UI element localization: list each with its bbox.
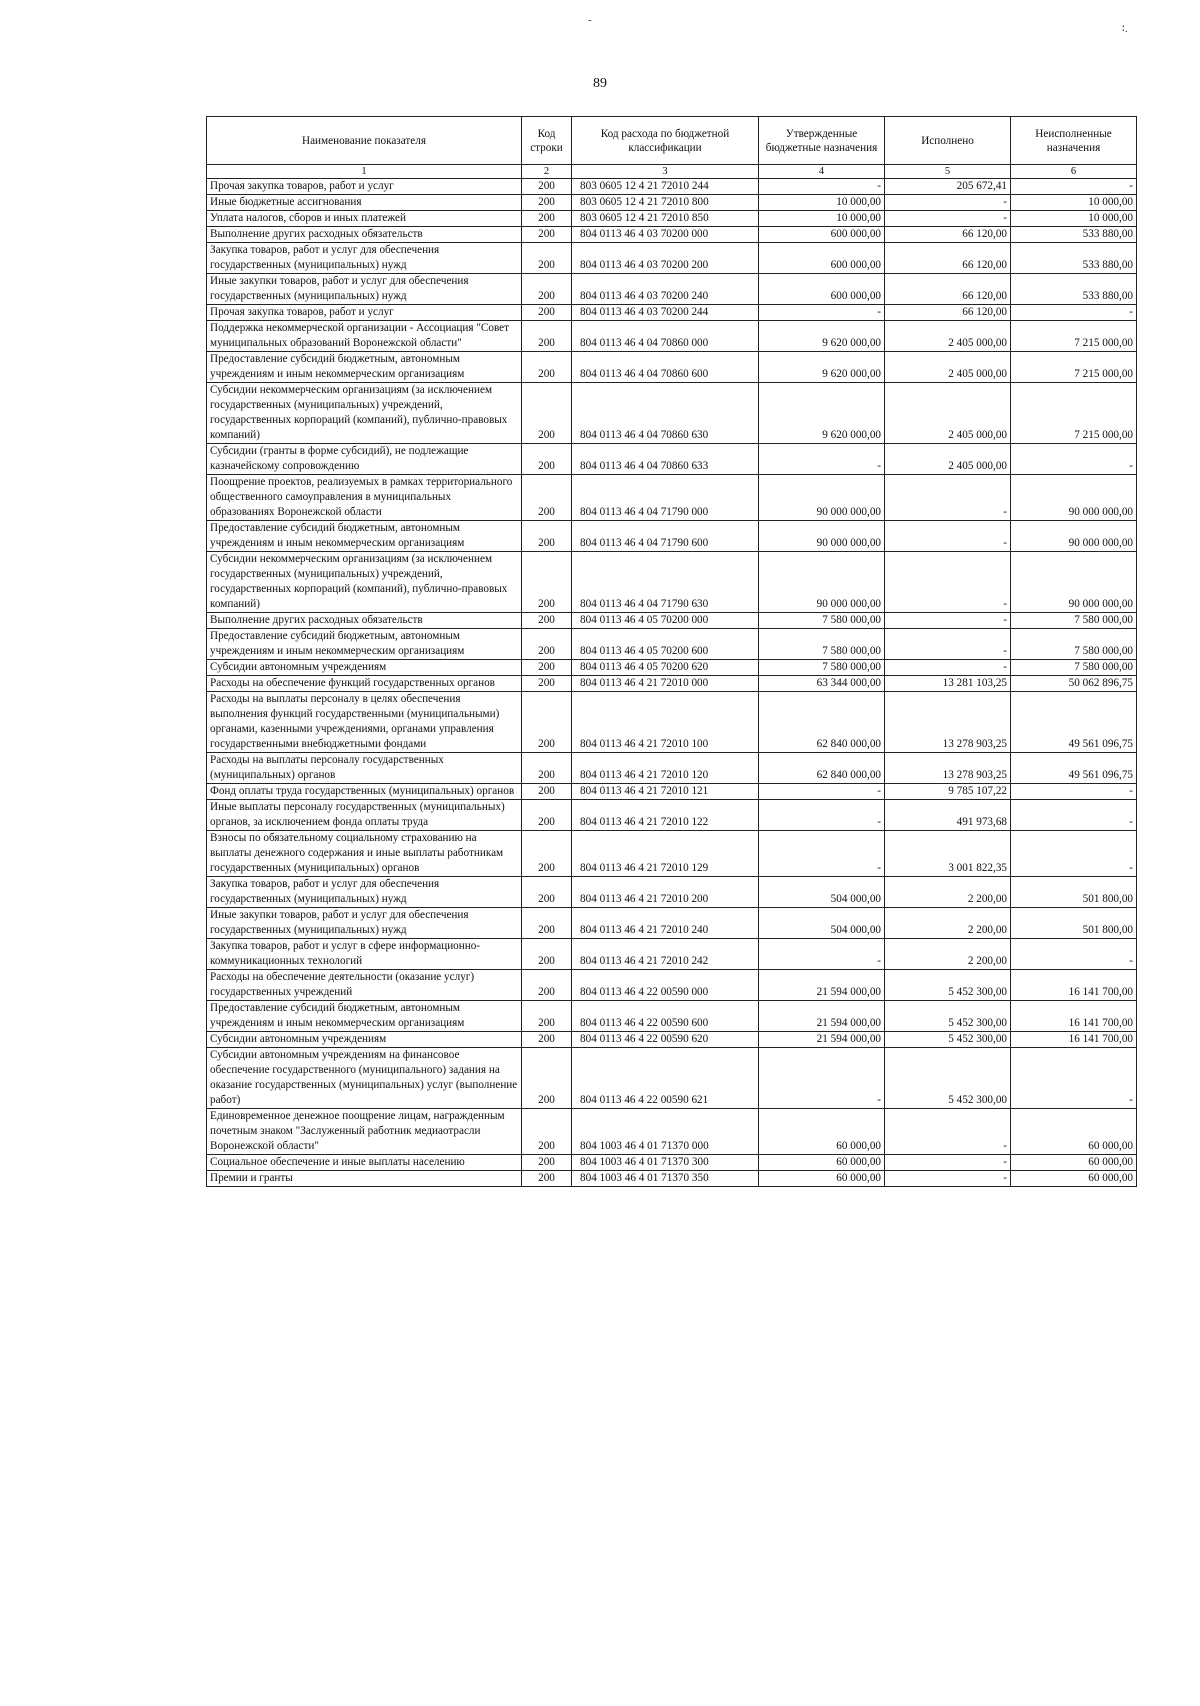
indicator-name-cell: Субсидии (гранты в форме субсидий), не подлежащие казначейскому сопровождению [207,444,522,475]
expense-code-cell: 804 0113 46 4 05 70200 600 [572,629,759,660]
table-row [207,305,1137,321]
unexecuted-amount-cell: 7 215 000,00 [1011,321,1137,352]
executed-amount-cell: 2 200,00 [885,877,1011,908]
expense-code-cell: 804 0113 46 4 04 70860 600 [572,352,759,383]
unexecuted-amount-cell: 16 141 700,00 [1011,1032,1137,1048]
indicator-name-cell: Поддержка некоммерческой организации - Ассоциация "Совет муниципальных образований Воронежской области" [207,321,522,352]
unexecuted-amount-cell: 49 561 096,75 [1011,692,1137,753]
expense-code-cell: 804 0113 46 4 04 70860 630 [572,383,759,444]
approved-amount-cell: - [759,179,885,195]
header-line-code: Код строки [522,117,572,165]
expense-code-cell: 804 0113 46 4 03 70200 000 [572,227,759,243]
scan-mark-top: - [588,14,592,26]
unexecuted-amount-cell: 533 880,00 [1011,243,1137,274]
expense-code-cell: 804 0113 46 4 04 71790 630 [572,552,759,613]
approved-amount-cell: 600 000,00 [759,227,885,243]
indicator-name-cell: Расходы на обеспечение функций государственных органов [207,676,522,692]
approved-amount-cell: - [759,939,885,970]
unexecuted-amount-cell: - [1011,179,1137,195]
expense-code-cell: 804 0113 46 4 22 00590 600 [572,1001,759,1032]
approved-amount-cell: 504 000,00 [759,877,885,908]
expense-code-cell: 804 0113 46 4 21 72010 200 [572,877,759,908]
approved-amount-cell: 90 000 000,00 [759,552,885,613]
line-code-cell: 200 [522,1155,572,1171]
executed-amount-cell: 66 120,00 [885,243,1011,274]
executed-amount-cell: 5 452 300,00 [885,1001,1011,1032]
unexecuted-amount-cell: 10 000,00 [1011,211,1137,227]
indicator-name-cell: Прочая закупка товаров, работ и услуг [207,179,522,195]
table-row [207,831,1137,877]
indicator-name-cell: Прочая закупка товаров, работ и услуг [207,305,522,321]
line-code-cell: 200 [522,753,572,784]
expense-code-cell: 803 0605 12 4 21 72010 850 [572,211,759,227]
executed-amount-cell: 3 001 822,35 [885,831,1011,877]
expense-code-cell: 804 1003 46 4 01 71370 300 [572,1155,759,1171]
header-approved: Утвержденные бюджетные назначения [759,117,885,165]
expense-code-cell: 804 0113 46 4 03 70200 244 [572,305,759,321]
executed-amount-cell: 13 281 103,25 [885,676,1011,692]
expense-code-cell: 804 0113 46 4 04 71790 600 [572,521,759,552]
table-row [207,1171,1137,1187]
unexecuted-amount-cell: 60 000,00 [1011,1109,1137,1155]
table-row [207,552,1137,613]
indicator-name-cell: Выполнение других расходных обязательств [207,227,522,243]
executed-amount-cell: 66 120,00 [885,227,1011,243]
executed-amount-cell: 5 452 300,00 [885,1048,1011,1109]
unexecuted-amount-cell: 90 000 000,00 [1011,475,1137,521]
line-code-cell: 200 [522,444,572,475]
unexecuted-amount-cell: 7 580 000,00 [1011,613,1137,629]
unexecuted-amount-cell: - [1011,800,1137,831]
expense-code-cell: 804 0113 46 4 04 70860 000 [572,321,759,352]
executed-amount-cell: - [885,613,1011,629]
column-number: 3 [572,165,759,179]
approved-amount-cell: - [759,305,885,321]
column-number: 2 [522,165,572,179]
expense-code-cell: 803 0605 12 4 21 72010 244 [572,179,759,195]
line-code-cell: 200 [522,243,572,274]
executed-amount-cell: 5 452 300,00 [885,1032,1011,1048]
approved-amount-cell: 63 344 000,00 [759,676,885,692]
approved-amount-cell: 21 594 000,00 [759,970,885,1001]
unexecuted-amount-cell: 60 000,00 [1011,1155,1137,1171]
executed-amount-cell: 2 405 000,00 [885,321,1011,352]
expense-code-cell: 804 0113 46 4 05 70200 000 [572,613,759,629]
table-row [207,211,1137,227]
scan-mark-corner: ∶. [1122,23,1128,35]
executed-amount-cell: - [885,1171,1011,1187]
header-indicator-name: Наименование показателя [207,117,522,165]
line-code-cell: 200 [522,179,572,195]
unexecuted-amount-cell: 7 215 000,00 [1011,352,1137,383]
line-code-cell: 200 [522,195,572,211]
table-row [207,692,1137,753]
table-row [207,444,1137,475]
table-row [207,613,1137,629]
line-code-cell: 200 [522,660,572,676]
table-row [207,784,1137,800]
approved-amount-cell: - [759,784,885,800]
line-code-cell: 200 [522,1032,572,1048]
unexecuted-amount-cell: 533 880,00 [1011,274,1137,305]
expense-code-cell: 804 0113 46 4 21 72010 240 [572,908,759,939]
approved-amount-cell: - [759,1048,885,1109]
indicator-name-cell: Социальное обеспечение и иные выплаты населению [207,1155,522,1171]
expense-code-cell: 804 0113 46 4 03 70200 240 [572,274,759,305]
unexecuted-amount-cell: 7 580 000,00 [1011,660,1137,676]
expense-code-cell: 804 0113 46 4 21 72010 121 [572,784,759,800]
table-row [207,1001,1137,1032]
indicator-name-cell: Предоставление субсидий бюджетным, автономным учреждениям и иным некоммерческим организациям [207,521,522,552]
table-header-row [207,117,1137,165]
line-code-cell: 200 [522,784,572,800]
unexecuted-amount-cell: 501 800,00 [1011,908,1137,939]
table-row [207,877,1137,908]
indicator-name-cell: Субсидии автономным учреждениям [207,1032,522,1048]
unexecuted-amount-cell: 90 000 000,00 [1011,552,1137,613]
approved-amount-cell: 90 000 000,00 [759,521,885,552]
expense-code-cell: 804 0113 46 4 21 72010 000 [572,676,759,692]
indicator-name-cell: Расходы на выплаты персоналу в целях обеспечения выполнения функций государственными (муниципальными) органами, казенными учреждениями, органами управления государственными внебюджетными фондами [207,692,522,753]
unexecuted-amount-cell: - [1011,1048,1137,1109]
unexecuted-amount-cell: 60 000,00 [1011,1171,1137,1187]
approved-amount-cell: 21 594 000,00 [759,1001,885,1032]
line-code-cell: 200 [522,831,572,877]
line-code-cell: 200 [522,305,572,321]
unexecuted-amount-cell: 7 215 000,00 [1011,383,1137,444]
approved-amount-cell: 10 000,00 [759,211,885,227]
approved-amount-cell: - [759,831,885,877]
table-row [207,939,1137,970]
line-code-cell: 200 [522,970,572,1001]
line-code-cell: 200 [522,1109,572,1155]
indicator-name-cell: Субсидии автономным учреждениям на финансовое обеспечение государственного (муниципального) задания на оказание государственных (муниципальных) услуг (выполнение работ) [207,1048,522,1109]
approved-amount-cell: 62 840 000,00 [759,753,885,784]
indicator-name-cell: Субсидии некоммерческим организациям (за исключением государственных (муниципальных) учреждений, государственных корпораций (компаний), публично-правовых компаний) [207,552,522,613]
expense-code-cell: 804 0113 46 4 22 00590 621 [572,1048,759,1109]
table-body [207,179,1137,1187]
executed-amount-cell: 9 785 107,22 [885,784,1011,800]
expense-code-cell: 804 0113 46 4 03 70200 200 [572,243,759,274]
indicator-name-cell: Иные бюджетные ассигнования [207,195,522,211]
executed-amount-cell: - [885,552,1011,613]
table-row [207,753,1137,784]
expense-code-cell: 804 0113 46 4 04 70860 633 [572,444,759,475]
approved-amount-cell: 60 000,00 [759,1155,885,1171]
line-code-cell: 200 [522,908,572,939]
indicator-name-cell: Взносы по обязательному социальному страхованию на выплаты денежного содержания и иные выплаты работникам государственных (муниципальных) органов [207,831,522,877]
indicator-name-cell: Закупка товаров, работ и услуг для обеспечения государственных (муниципальных) нужд [207,877,522,908]
line-code-cell: 200 [522,383,572,444]
table-row [207,521,1137,552]
approved-amount-cell: 9 620 000,00 [759,352,885,383]
executed-amount-cell: - [885,1109,1011,1155]
column-number: 1 [207,165,522,179]
line-code-cell: 200 [522,1171,572,1187]
table-row [207,970,1137,1001]
executed-amount-cell: - [885,195,1011,211]
budget-execution-table [206,116,1136,1187]
executed-amount-cell: - [885,475,1011,521]
table-row [207,179,1137,195]
unexecuted-amount-cell: 16 141 700,00 [1011,1001,1137,1032]
approved-amount-cell: 7 580 000,00 [759,613,885,629]
unexecuted-amount-cell: 50 062 896,75 [1011,676,1137,692]
expense-code-cell: 804 0113 46 4 21 72010 122 [572,800,759,831]
table-row [207,1155,1137,1171]
approved-amount-cell: 9 620 000,00 [759,383,885,444]
executed-amount-cell: 66 120,00 [885,274,1011,305]
approved-amount-cell: 21 594 000,00 [759,1032,885,1048]
line-code-cell: 200 [522,877,572,908]
table-row [207,352,1137,383]
line-code-cell: 200 [522,475,572,521]
indicator-name-cell: Иные закупки товаров, работ и услуг для обеспечения государственных (муниципальных) нужд [207,908,522,939]
line-code-cell: 200 [522,692,572,753]
line-code-cell: 200 [522,939,572,970]
line-code-cell: 200 [522,676,572,692]
header-expense-code: Код расхода по бюджетной классификации [572,117,759,165]
line-code-cell: 200 [522,211,572,227]
table-row [207,660,1137,676]
executed-amount-cell: 2 405 000,00 [885,383,1011,444]
line-code-cell: 200 [522,613,572,629]
expense-code-cell: 803 0605 12 4 21 72010 800 [572,195,759,211]
executed-amount-cell: 2 405 000,00 [885,352,1011,383]
unexecuted-amount-cell: - [1011,784,1137,800]
indicator-name-cell: Фонд оплаты труда государственных (муниципальных) органов [207,784,522,800]
header-unexecuted: Неисполненные назначения [1011,117,1137,165]
line-code-cell: 200 [522,552,572,613]
indicator-name-cell: Выполнение других расходных обязательств [207,613,522,629]
executed-amount-cell: - [885,660,1011,676]
approved-amount-cell: 9 620 000,00 [759,321,885,352]
unexecuted-amount-cell: 7 580 000,00 [1011,629,1137,660]
line-code-cell: 200 [522,521,572,552]
line-code-cell: 200 [522,800,572,831]
approved-amount-cell: 10 000,00 [759,195,885,211]
approved-amount-cell: 7 580 000,00 [759,660,885,676]
page-number: 89 [593,76,607,91]
table-row [207,475,1137,521]
approved-amount-cell: 504 000,00 [759,908,885,939]
indicator-name-cell: Уплата налогов, сборов и иных платежей [207,211,522,227]
unexecuted-amount-cell: 90 000 000,00 [1011,521,1137,552]
line-code-cell: 200 [522,1048,572,1109]
approved-amount-cell: - [759,444,885,475]
column-number: 4 [759,165,885,179]
indicator-name-cell: Расходы на выплаты персоналу государственных (муниципальных) органов [207,753,522,784]
indicator-name-cell: Расходы на обеспечение деятельности (оказание услуг) государственных учреждений [207,970,522,1001]
header-executed: Исполнено [885,117,1011,165]
approved-amount-cell: 60 000,00 [759,1109,885,1155]
expense-code-cell: 804 0113 46 4 22 00590 620 [572,1032,759,1048]
line-code-cell: 200 [522,629,572,660]
approved-amount-cell: 62 840 000,00 [759,692,885,753]
approved-amount-cell: 60 000,00 [759,1171,885,1187]
line-code-cell: 200 [522,274,572,305]
expense-code-cell: 804 0113 46 4 22 00590 000 [572,970,759,1001]
executed-amount-cell: 205 672,41 [885,179,1011,195]
expense-code-cell: 804 0113 46 4 21 72010 129 [572,831,759,877]
unexecuted-amount-cell: 501 800,00 [1011,877,1137,908]
table-row [207,1032,1137,1048]
table-row [207,800,1137,831]
unexecuted-amount-cell: 10 000,00 [1011,195,1137,211]
column-number: 5 [885,165,1011,179]
executed-amount-cell: 13 278 903,25 [885,692,1011,753]
line-code-cell: 200 [522,352,572,383]
executed-amount-cell: 5 452 300,00 [885,970,1011,1001]
indicator-name-cell: Премии и гранты [207,1171,522,1187]
executed-amount-cell: 2 405 000,00 [885,444,1011,475]
table-row [207,908,1137,939]
table-row [207,195,1137,211]
executed-amount-cell: 2 200,00 [885,939,1011,970]
executed-amount-cell: - [885,1155,1011,1171]
indicator-name-cell: Поощрение проектов, реализуемых в рамках территориального общественного самоуправления в муниципальных образованиях Воронежской области [207,475,522,521]
approved-amount-cell: 600 000,00 [759,274,885,305]
expense-code-cell: 804 0113 46 4 04 71790 000 [572,475,759,521]
expense-code-cell: 804 0113 46 4 21 72010 120 [572,753,759,784]
indicator-name-cell: Предоставление субсидий бюджетным, автономным учреждениям и иным некоммерческим организациям [207,1001,522,1032]
table-row [207,1048,1137,1109]
unexecuted-amount-cell: 49 561 096,75 [1011,753,1137,784]
indicator-name-cell: Иные выплаты персоналу государственных (муниципальных) органов, за исключением фонда оплаты труда [207,800,522,831]
unexecuted-amount-cell: - [1011,305,1137,321]
executed-amount-cell: 66 120,00 [885,305,1011,321]
table-row [207,227,1137,243]
expense-code-cell: 804 0113 46 4 05 70200 620 [572,660,759,676]
table-row [207,274,1137,305]
approved-amount-cell: 7 580 000,00 [759,629,885,660]
indicator-name-cell: Субсидии некоммерческим организациям (за исключением государственных (муниципальных) учреждений, государственных корпораций (компаний), публично-правовых компаний) [207,383,522,444]
executed-amount-cell: - [885,521,1011,552]
table-row [207,1109,1137,1155]
table-row [207,676,1137,692]
unexecuted-amount-cell: 16 141 700,00 [1011,970,1137,1001]
indicator-name-cell: Иные закупки товаров, работ и услуг для обеспечения государственных (муниципальных) нужд [207,274,522,305]
approved-amount-cell: 600 000,00 [759,243,885,274]
unexecuted-amount-cell: - [1011,831,1137,877]
table-row [207,629,1137,660]
executed-amount-cell: 13 278 903,25 [885,753,1011,784]
table-row [207,243,1137,274]
approved-amount-cell: - [759,800,885,831]
expense-code-cell: 804 1003 46 4 01 71370 350 [572,1171,759,1187]
unexecuted-amount-cell: - [1011,939,1137,970]
executed-amount-cell: 2 200,00 [885,908,1011,939]
indicator-name-cell: Субсидии автономным учреждениям [207,660,522,676]
executed-amount-cell: - [885,211,1011,227]
indicator-name-cell: Предоставление субсидий бюджетным, автономным учреждениям и иным некоммерческим организациям [207,352,522,383]
approved-amount-cell: 90 000 000,00 [759,475,885,521]
indicator-name-cell: Предоставление субсидий бюджетным, автономным учреждениям и иным некоммерческим организациям [207,629,522,660]
unexecuted-amount-cell: 533 880,00 [1011,227,1137,243]
column-number: 6 [1011,165,1137,179]
indicator-name-cell: Единовременное денежное поощрение лицам, награжденным почетным знаком "Заслуженный работник медиаотрасли Воронежской области" [207,1109,522,1155]
line-code-cell: 200 [522,1001,572,1032]
expense-code-cell: 804 0113 46 4 21 72010 242 [572,939,759,970]
indicator-name-cell: Закупка товаров, работ и услуг для обеспечения государственных (муниципальных) нужд [207,243,522,274]
unexecuted-amount-cell: - [1011,444,1137,475]
column-number-row [207,165,1137,179]
executed-amount-cell: 491 973,68 [885,800,1011,831]
executed-amount-cell: - [885,629,1011,660]
table-row [207,383,1137,444]
table-row [207,321,1137,352]
expense-code-cell: 804 0113 46 4 21 72010 100 [572,692,759,753]
indicator-name-cell: Закупка товаров, работ и услуг в сфере информационно-коммуникационных технологий [207,939,522,970]
expense-code-cell: 804 1003 46 4 01 71370 000 [572,1109,759,1155]
line-code-cell: 200 [522,227,572,243]
line-code-cell: 200 [522,321,572,352]
